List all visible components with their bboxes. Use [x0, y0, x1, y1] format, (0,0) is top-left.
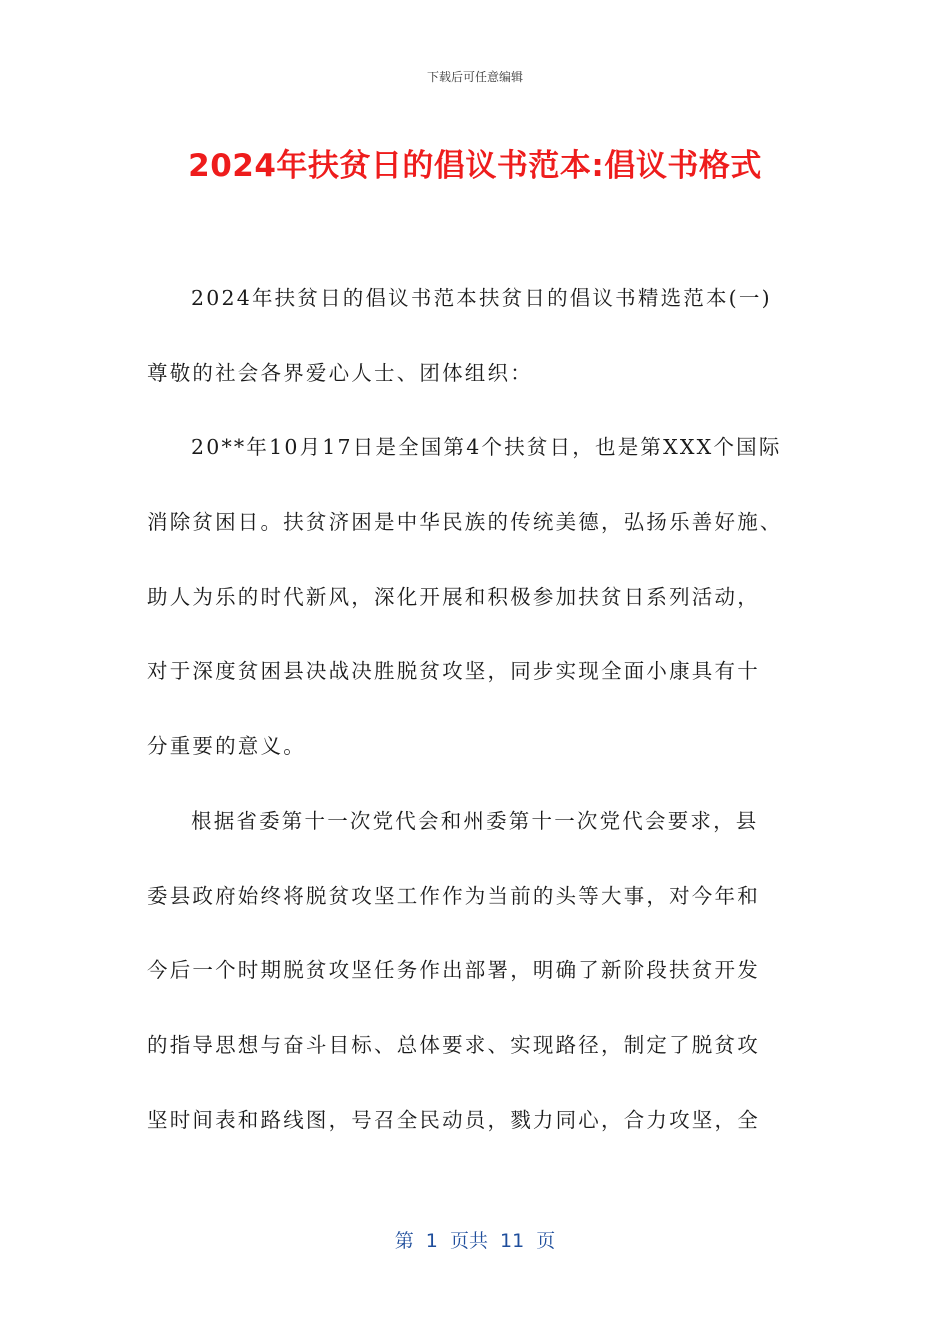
body-line: 助人为乐的时代新风，深化开展和积极参加扶贫日系列活动， [147, 584, 760, 609]
body-line: 尊敬的社会各界爱心人士、团体组织： [147, 360, 533, 385]
document-title: 2024年扶贫日的倡议书范本:倡议书格式 [188, 148, 762, 184]
body-line: 的指导思想与奋斗目标、总体要求、实现路径，制定了脱贫攻 [147, 1032, 760, 1057]
body-line: 根据省委第十一次党代会和州委第十一次党代会要求，县 [191, 808, 759, 833]
body-line: 委县政府始终将脱贫攻坚工作作为当前的头等大事，对今年和 [147, 883, 760, 908]
document-body [147, 272, 807, 1168]
body-line: 消除贫困日。扶贫济困是中华民族的传统美德，弘扬乐善好施、 [147, 510, 783, 535]
page-footer: 第 1 页共 11 页 [394, 1230, 556, 1252]
body-line: 坚时间表和路线图，号召全民动员，戮力同心，合力攻坚，全 [147, 1107, 760, 1132]
header-note: 下载后可任意编辑 [426, 70, 523, 84]
body-line: 20**年10月17日是全国第4个扶贫日，也是第XXX个国际 [191, 435, 782, 460]
body-line: 对于深度贫困县决战决胜脱贫攻坚，同步实现全面小康具有十 [147, 659, 760, 684]
body-line: 分重要的意义。 [147, 734, 306, 759]
body-line: 2024年扶贫日的倡议书范本扶贫日的倡议书精选范本(一) [191, 286, 772, 310]
body-line: 今后一个时期脱贫攻坚任务作出部署，明确了新阶段扶贫开发 [147, 958, 760, 983]
